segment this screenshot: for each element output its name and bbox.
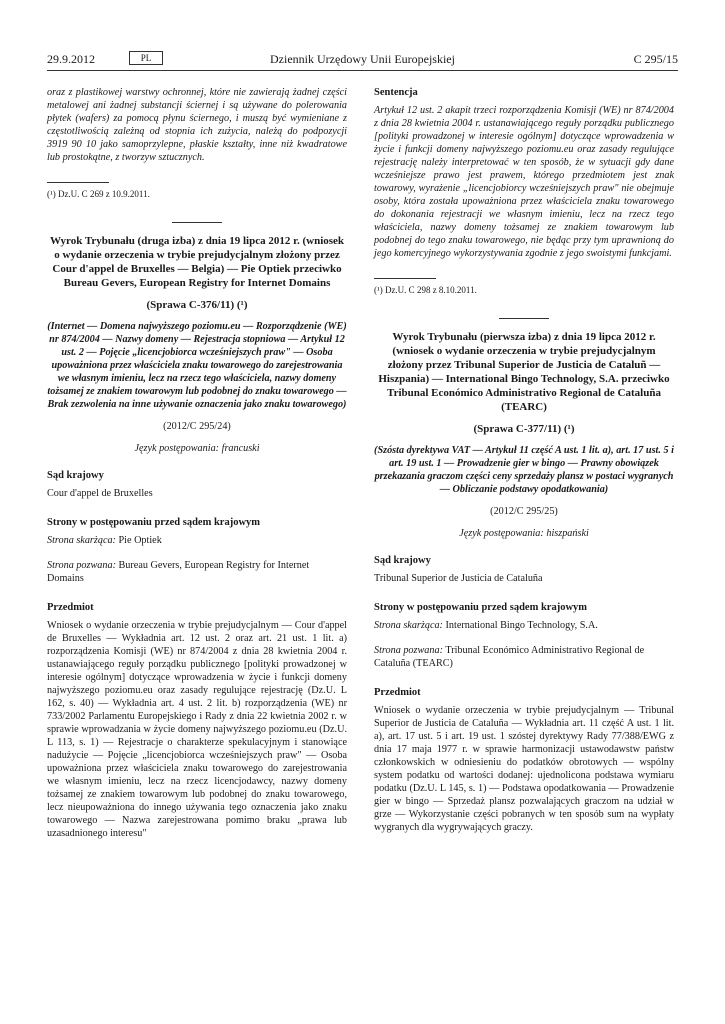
page-header xyxy=(47,52,678,70)
left-column xyxy=(47,86,347,840)
parties-heading: Strony w postępowaniu przed sądem krajowym xyxy=(47,517,261,528)
issue-date: 29.9.2012 xyxy=(47,52,95,66)
subject-text: Wniosek o wydanie orzeczenia w trybie prejudycjalnym — Tribunal Superior de Justicia de Cataluña — Wykładnia art. 11 część A ust. 1 lit. a), art. 17 ust. 5 i art. 19 ust. 1 szóstej dyrektywy Rady 77/388/EWG z dnia 17 maja 1977 r. w sprawie harmonizacji ustawodawstw państw członkowskich w odniesieniu do podatków obrotowych — wspólny system podatku od wartości dodanej: ujednolicona podstawa wymiaru podatku (Dz.U. L 145, s. 1) — Podstawa opodatkowania — Prowadzenie gier w bingo — Sprzedaż plansz pozwalających graczom na udział w grze — Wykorzystanie części pobranych w ten sposób sum na wypłaty wygranych dla wygrywających graczy. xyxy=(374,705,674,833)
court-heading: Sąd krajowy xyxy=(374,555,431,566)
right-column xyxy=(374,86,674,834)
journal-title: Dziennik Urzędowy Unii Europejskiej xyxy=(270,52,455,66)
defendant: Strona pozwana: Tribunal Económico Administrativo Regional de Cataluña (TEARC) xyxy=(374,645,645,669)
header-rule xyxy=(47,70,678,71)
procedure-language: Język postępowania: hiszpański xyxy=(459,528,589,539)
continued-text: oraz z plastikowej warstwy ochronnej, które nie zawierają żadnej części metalowej ani żadnej substancji ściernej i są używane do polerowania płytek (wafers) za pomocą płynu ściernego, i muszą być wymieniane z częstotliwością zależną od stopnia ich zużycia, należą do podpozycji 3919 90 10 jako samoprzylepne, płaskie kształty, inne niż kwadratowe lub prostokątne, z tworzyw sztucznych. xyxy=(47,87,347,163)
court-name: Tribunal Superior de Justicia de Cataluña xyxy=(374,573,543,584)
subject-heading: Przedmiot xyxy=(47,602,94,613)
sentence-text: Artykuł 12 ust. 2 akapit trzeci rozporządzenia Komisji (WE) nr 874/2004 z dnia 28 kwietnia 2004 r. ustanawiającego reguły porządku publicznego [polityki prowadzonej w interesie ogólnym] dotyczące wprowadzenia w życie i funkcji domeny najwyższego poziomu.eu oraz zasady regulujące rejestrację należy interpretować w ten sposób, że w sytuacji gdy dane wcześniejsze prawo jest prawem, którego przedmiotem jest znak towarowy, wyrażenie „licencjobiorcy wcześniejszych praw" nie obejmuje osoby, która została upoważniona przez właściciela znaku towarowego do dokonania rejestracji we własnym imieniu, lecz na rzecz tego właściciela, nazwy domeny tożsamej ze znakiem towarowym lub podobnej do tego znaku towarowego, nie będąc przy tym uprawnioną do jego komercyjnego wykorzystywania zgodnie z jego swoistymi funkcjami. xyxy=(374,105,674,259)
subject-heading: Przedmiot xyxy=(374,687,421,698)
case-title: Wyrok Trybunału (druga izba) z dnia 19 lipca 2012 r. (wniosek o wydanie orzeczenia w trybie prejudycjalnym złożony przez Cour d'appel de Bruxelles — Belgia) — Pie Optiek przeciwko Bureau Gevers, European Registry for Internet Domains xyxy=(49,235,345,289)
case-number: (Sprawa C-377/11) (¹) xyxy=(473,423,575,435)
language-badge: PL xyxy=(129,51,163,65)
court-name: Cour d'appel de Bruxelles xyxy=(47,488,153,499)
court-heading: Sąd krajowy xyxy=(47,470,104,481)
parties-heading: Strony w postępowaniu przed sądem krajowym xyxy=(374,602,588,613)
case-title: Wyrok Trybunału (pierwsza izba) z dnia 19 lipca 2012 r. (wniosek o wydanie orzeczenia w trybie prejudycjalnym złożony przez Tribunal Superior de Justicia de Cataluñ — Hiszpania) — International Bingo Technology, S.A. przeciwko Tribunal Económico Administrativo Regional de Cataluña (TEARC) xyxy=(378,331,670,413)
case-number: (Sprawa C-376/11) (¹) xyxy=(146,299,248,311)
case-keywords: (Internet — Domena najwyższego poziomu.eu — Rozporządzenie (WE) nr 874/2004 — Nazwy domeny — Rejestracja stopniowa — Artykuł 12 ust. 2 — Pojęcie „licencjobiorca wcześniejszych praw" — Osoba upoważniona przez właściciela znaku towarowego do zarejestrowania we własnym imieniu, lecz na rzecz tego właściciela, nazwy domeny tożsamej ze znakiem towarowym lub podobnej do znaku towarowego — Brak zezwolenia na inne używanie oznaczenia jako znaku towarowego) xyxy=(47,321,347,410)
procedure-language: Język postępowania: francuski xyxy=(134,443,260,454)
footnote: (¹) Dz.U. C 298 z 8.10.2011. xyxy=(374,285,477,295)
publication-ref: (2012/C 295/24) xyxy=(163,421,231,432)
footnote: (¹) Dz.U. C 269 z 10.9.2011. xyxy=(47,189,150,199)
defendant: Strona pozwana: Bureau Gevers, European Registry for Internet Domains xyxy=(47,560,310,584)
page-number: C 295/15 xyxy=(633,52,678,66)
sentence-heading: Sentencja xyxy=(374,87,418,98)
applicant: Strona skarżąca: Pie Optiek xyxy=(47,535,162,546)
publication-ref: (2012/C 295/25) xyxy=(490,506,558,517)
footnote-rule xyxy=(374,278,436,279)
subject-text: Wniosek o wydanie orzeczenia w trybie prejudycjalnym — Cour d'appel de Bruxelles — Wykładnia art. 12 ust. 2 oraz art. 21 ust. 1 lit. a) rozporządzenia Komisji (WE) nr 874/2004 z dnia 28 kwietnia 2004 r. ustanawiającego reguły porządku publicznego [polityki prowadzonej w interesie ogólnym] dotyczące wprowadzenia w życie i funkcji domeny najwyższego poziomu.eu oraz zasady regulujące rejestrację (Dz.U. L 162, s. 40) — Wykładnia art. 4 ust. 2 lit. b) rozporządzenia (WE) nr 733/2002 Parlamentu Europejskiego i Rady z dnia 22 kwietnia 2002 r. w sprawie wprowadzania w życie domeny najwyższego poziomu.eu (Dz.U. L 113, s. 1) — Rejestracje o charakterze spekulacyjnym i stanowiące nadużycie — Pojęcie „licencjobiorca wcześniejszych praw" — Osoba upoważniona przez właściciela znaku towarowego do zarejestrowania we własnym imieniu, lecz na rzecz licencjodawcy, nazwy domeny tożsamej ze znakiem towarowym lub podobnej do znaku towarowego, lecz nieupoważniona do innego używania tego oznaczenia jako znaku towarowego — Nazwa zarejestrowana pomimo braku „prawa lub uzasadnionego interesu" xyxy=(47,620,347,839)
case-keywords: (Szósta dyrektywa VAT — Artykuł 11 część A ust. 1 lit. a), art. 17 ust. 5 i art. 19 ust. 1 — Prowadzenie gier w bingo — Prawny obowiązek przekazania graczom części ceny sprzedaży plansz w postaci wygranych — Obliczanie podstawy opodatkowania) xyxy=(374,445,674,495)
footnote-rule xyxy=(47,182,109,183)
applicant: Strona skarżąca: International Bingo Technology, S.A. xyxy=(374,620,598,631)
